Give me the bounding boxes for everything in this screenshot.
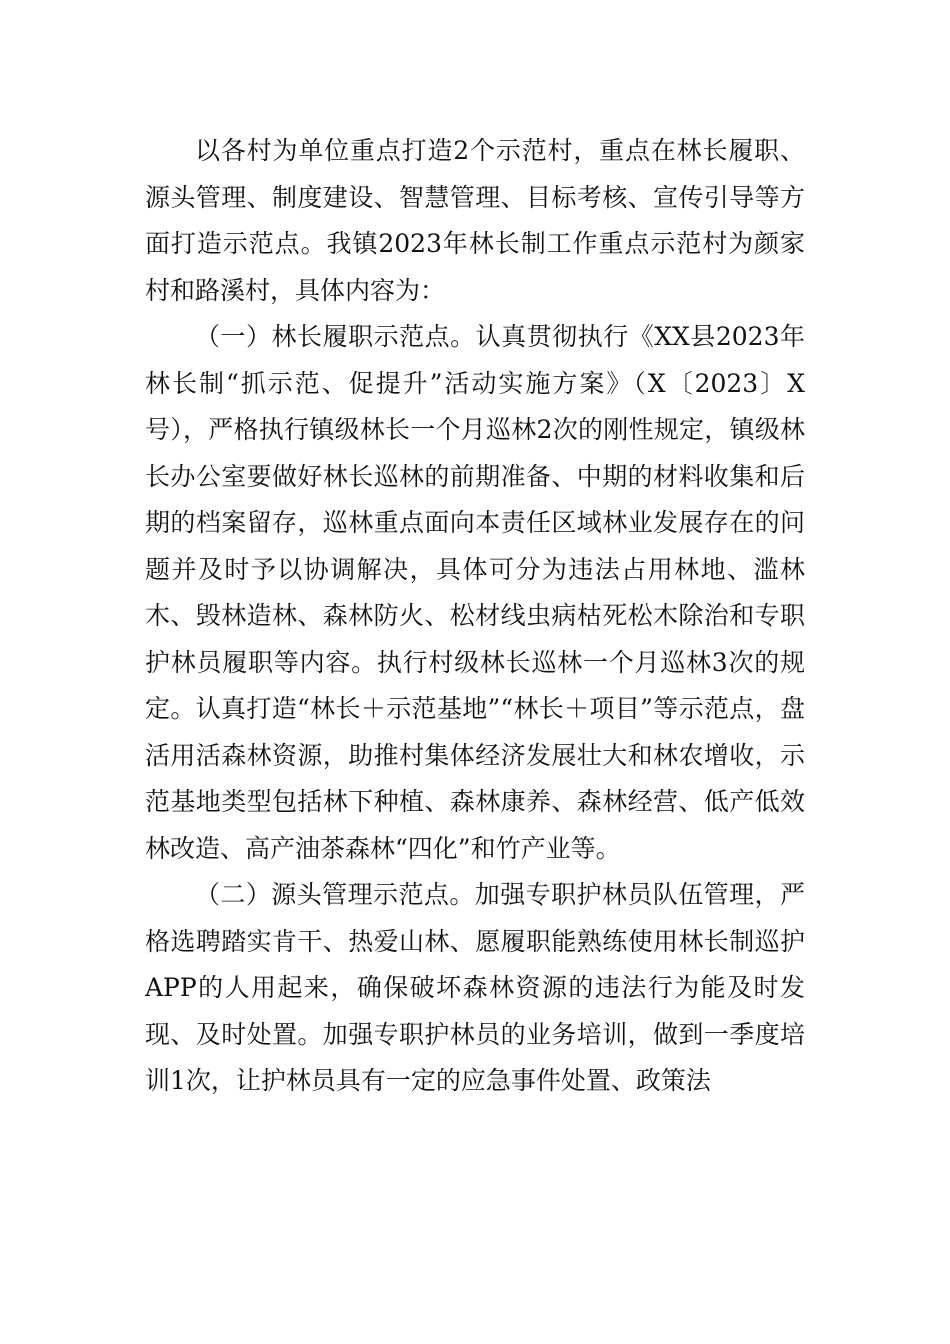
paragraph-section-2: （二）源头管理示范点。加强专职护林员队伍管理，严格选聘踏实肯干、热爱山林、愿履职能熟练使用林长制巡护APP的人用起来，确保破坏森林资源的违法行为能及时发现、及时处置。加强专职护林员的业务培训，做到一季度培训1次，让护林员具有一定的应急事件处置、政策法 xyxy=(145,880,805,1095)
paragraph-section-1: （一）林长履职示范点。认真贯彻执行《XX县2023年林长制“抓示范、促提升”活动实施方案》（X〔2023〕X号），严格执行镇级林长一个月巡林2次的刚性规定，镇级林长办公室要做好林长巡林的前期准备、中期的材料收集和后期的档案留存，巡林重点面向本责任区域林业发展存在的问题并及时予以协调解决，具体可分为违法占用林地、滥林木、毁林造林、森林防火、松材线虫病枯死松木除治和专职护林员履职等内容。执行村级林长巡林一个月巡林3次的规定。认真打造“林长＋示范基地”“林长＋项目”等示范点，盘活用活森林资源，助推村集体经济发展壮大和林农增收，示范基地类型包括林下种植、森林康养、森林经营、低产低效林改造、高产油茶森林“四化”和竹产业等。 xyxy=(145,322,805,863)
paragraph-intro: 以各村为单位重点打造2个示范村，重点在林长履职、源头管理、制度建设、智慧管理、目标考核、宣传引导等方面打造示范点。我镇2023年林长制工作重点示范村为颜家村和路溪村，具体内容为： xyxy=(145,136,805,305)
document-body xyxy=(145,128,805,1105)
